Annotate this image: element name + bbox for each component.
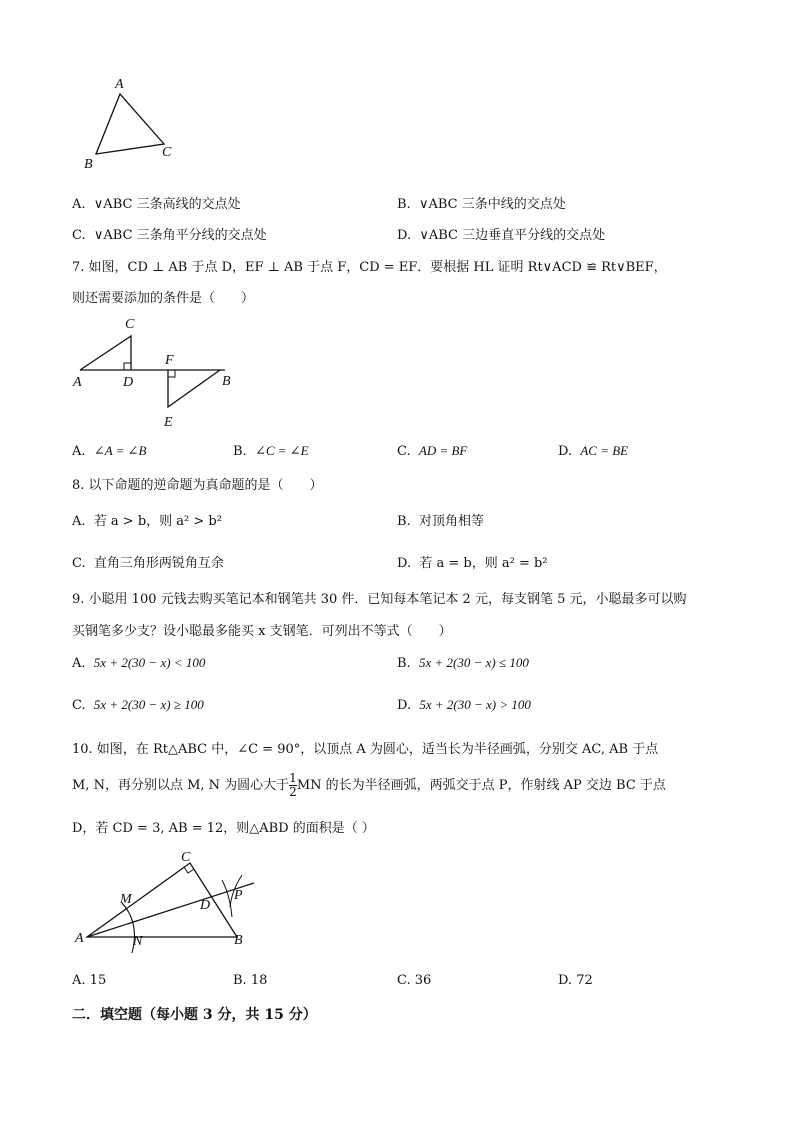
option-text: ∠A = ∠B xyxy=(93,443,147,458)
triangle-abc xyxy=(87,863,237,937)
q10-stem-line2 xyxy=(72,772,666,799)
option-key: A. xyxy=(72,656,86,671)
q7-stem-line2: 则还需要添加的条件是（ ） xyxy=(72,291,255,306)
option-text: 若 a = b，则 a² = b² xyxy=(419,556,548,571)
q8-option-a[interactable] xyxy=(72,510,222,529)
option-key: C. xyxy=(72,228,86,243)
q8-option-c[interactable] xyxy=(72,552,224,571)
q10-stem-line1: 10. 如图，在 Rt△ABC 中，∠C = 90°，以顶点 A 为圆心，适当长为半径画弧，分别交 AC, AB 于点 xyxy=(72,742,659,757)
option-text: 18 xyxy=(250,973,268,988)
q10-option-c[interactable] xyxy=(397,973,431,988)
option-key: B. xyxy=(397,656,411,671)
label-m: M xyxy=(120,892,132,907)
q8-option-d[interactable] xyxy=(397,552,548,571)
label-b: B xyxy=(234,933,243,948)
q9-option-c[interactable] xyxy=(72,697,204,713)
label-f: F xyxy=(165,353,174,368)
q7-option-d[interactable] xyxy=(558,443,628,459)
option-key: A. xyxy=(72,514,86,529)
label-a: A xyxy=(75,931,84,946)
label-n: N xyxy=(133,934,143,949)
option-text: ∨ABC 三条中线的交点处 xyxy=(418,197,566,212)
option-key: C. xyxy=(72,698,86,713)
section-heading-fill-in: 二．填空题（每小题 3 分，共 15 分） xyxy=(72,1007,317,1023)
option-text: 15 xyxy=(89,973,107,988)
figure-q7 xyxy=(70,312,245,432)
option-key: B. xyxy=(233,444,247,459)
option-text: 5x + 2(30 − x) ≤ 100 xyxy=(418,655,529,670)
option-key: A. xyxy=(72,973,86,988)
label-b: B xyxy=(222,374,231,389)
label-a: A xyxy=(115,77,124,92)
label-d: D xyxy=(200,898,211,913)
option-text: 72 xyxy=(576,973,593,988)
right-angle-d xyxy=(124,363,131,370)
option-key: B. xyxy=(397,514,411,529)
option-key: A. xyxy=(72,444,86,459)
option-text: 36 xyxy=(414,973,432,988)
option-text: ∨ABC 三条角平分线的交点处 xyxy=(93,228,267,243)
label-c: C xyxy=(162,145,172,160)
fraction-one-half xyxy=(289,772,297,799)
option-key: D. xyxy=(558,444,573,459)
triangle-acd xyxy=(80,336,131,370)
option-text: 5x + 2(30 − x) > 100 xyxy=(419,697,531,712)
q6-option-a[interactable] xyxy=(72,193,241,212)
option-text: 对顶角相等 xyxy=(418,514,484,529)
option-text: ∠C = ∠E xyxy=(254,443,309,458)
label-b: B xyxy=(84,157,93,172)
q10-option-a[interactable] xyxy=(72,973,106,988)
q7-option-a[interactable] xyxy=(72,443,147,459)
q10-stem-line3: D，若 CD = 3, AB = 12，则△ABD 的面积是（ ） xyxy=(72,821,375,836)
fraction-numerator: 1 xyxy=(289,771,297,785)
option-text: AC = BE xyxy=(580,443,629,458)
option-key: C. xyxy=(397,444,411,459)
arc-p1 xyxy=(222,880,232,917)
label-c: C xyxy=(181,850,191,865)
q7-option-c[interactable] xyxy=(397,443,467,459)
option-text: AD = BF xyxy=(418,443,468,458)
q10-option-b[interactable] xyxy=(233,973,267,988)
q6-option-d[interactable] xyxy=(397,224,605,243)
fraction-denominator: 2 xyxy=(289,785,297,799)
label-p: P xyxy=(234,888,243,903)
option-key: C. xyxy=(397,973,411,988)
q10-line2-pre: M, N，再分别以点 M, N 为圆心大于 xyxy=(72,778,290,793)
q8-stem: 8. 以下命题的逆命题为真命题的是（ ） xyxy=(72,478,323,493)
option-key: D. xyxy=(397,556,412,571)
option-text: 5x + 2(30 − x) < 100 xyxy=(93,655,206,670)
label-d: D xyxy=(123,375,134,390)
option-text: 5x + 2(30 − x) ≥ 100 xyxy=(93,697,204,712)
q9-option-b[interactable] xyxy=(397,655,529,671)
option-key: D. xyxy=(558,973,573,988)
q6-option-c[interactable] xyxy=(72,224,267,243)
q8-option-b[interactable] xyxy=(397,510,484,529)
q7-option-b[interactable] xyxy=(233,443,309,459)
label-e: E xyxy=(164,415,173,430)
option-key: C. xyxy=(72,556,86,571)
q9-stem-line1: 9. 小聪用 100 元钱去购买笔记本和钢笔共 30 件．已知每本笔记本 2 元，每支钢笔 5 元，小聪最多可以购 xyxy=(72,592,687,607)
option-text: ∨ABC 三边垂直平分线的交点处 xyxy=(419,228,606,243)
figure-q10 xyxy=(72,845,267,955)
option-key: D. xyxy=(397,228,412,243)
q9-option-a[interactable] xyxy=(72,655,205,671)
figure-triangle-abc xyxy=(78,72,188,172)
q7-stem-line1: 7. 如图，CD ⊥ AB 于点 D，EF ⊥ AB 于点 F，CD = EF．要根据 HL 证明 Rt∨ACD ≌ Rt∨BEF， xyxy=(72,260,667,275)
ray-ap xyxy=(87,883,254,937)
option-key: B. xyxy=(397,197,411,212)
option-text: 直角三角形两锐角互余 xyxy=(93,556,224,571)
option-key: A. xyxy=(72,197,86,212)
q9-option-d[interactable] xyxy=(397,697,531,713)
q10-option-d[interactable] xyxy=(558,973,593,988)
option-text: ∨ABC 三条高线的交点处 xyxy=(93,197,241,212)
triangle-abc-shape xyxy=(96,94,164,154)
q9-stem-line2: 买钢笔多少支？设小聪最多能买 x 支钢笔．可列出不等式（ ） xyxy=(72,624,452,639)
option-key: B. xyxy=(233,973,247,988)
label-a: A xyxy=(73,375,82,390)
triangle-bef xyxy=(168,370,220,407)
option-key: D. xyxy=(397,698,412,713)
right-angle-f xyxy=(168,370,175,377)
label-c: C xyxy=(125,317,135,332)
q10-line2-post: MN 的长为半径画弧，两弧交于点 P，作射线 AP 交边 BC 于点 xyxy=(296,778,666,793)
q6-option-b[interactable] xyxy=(397,193,566,212)
option-text: 若 a > b，则 a² > b² xyxy=(93,514,222,529)
